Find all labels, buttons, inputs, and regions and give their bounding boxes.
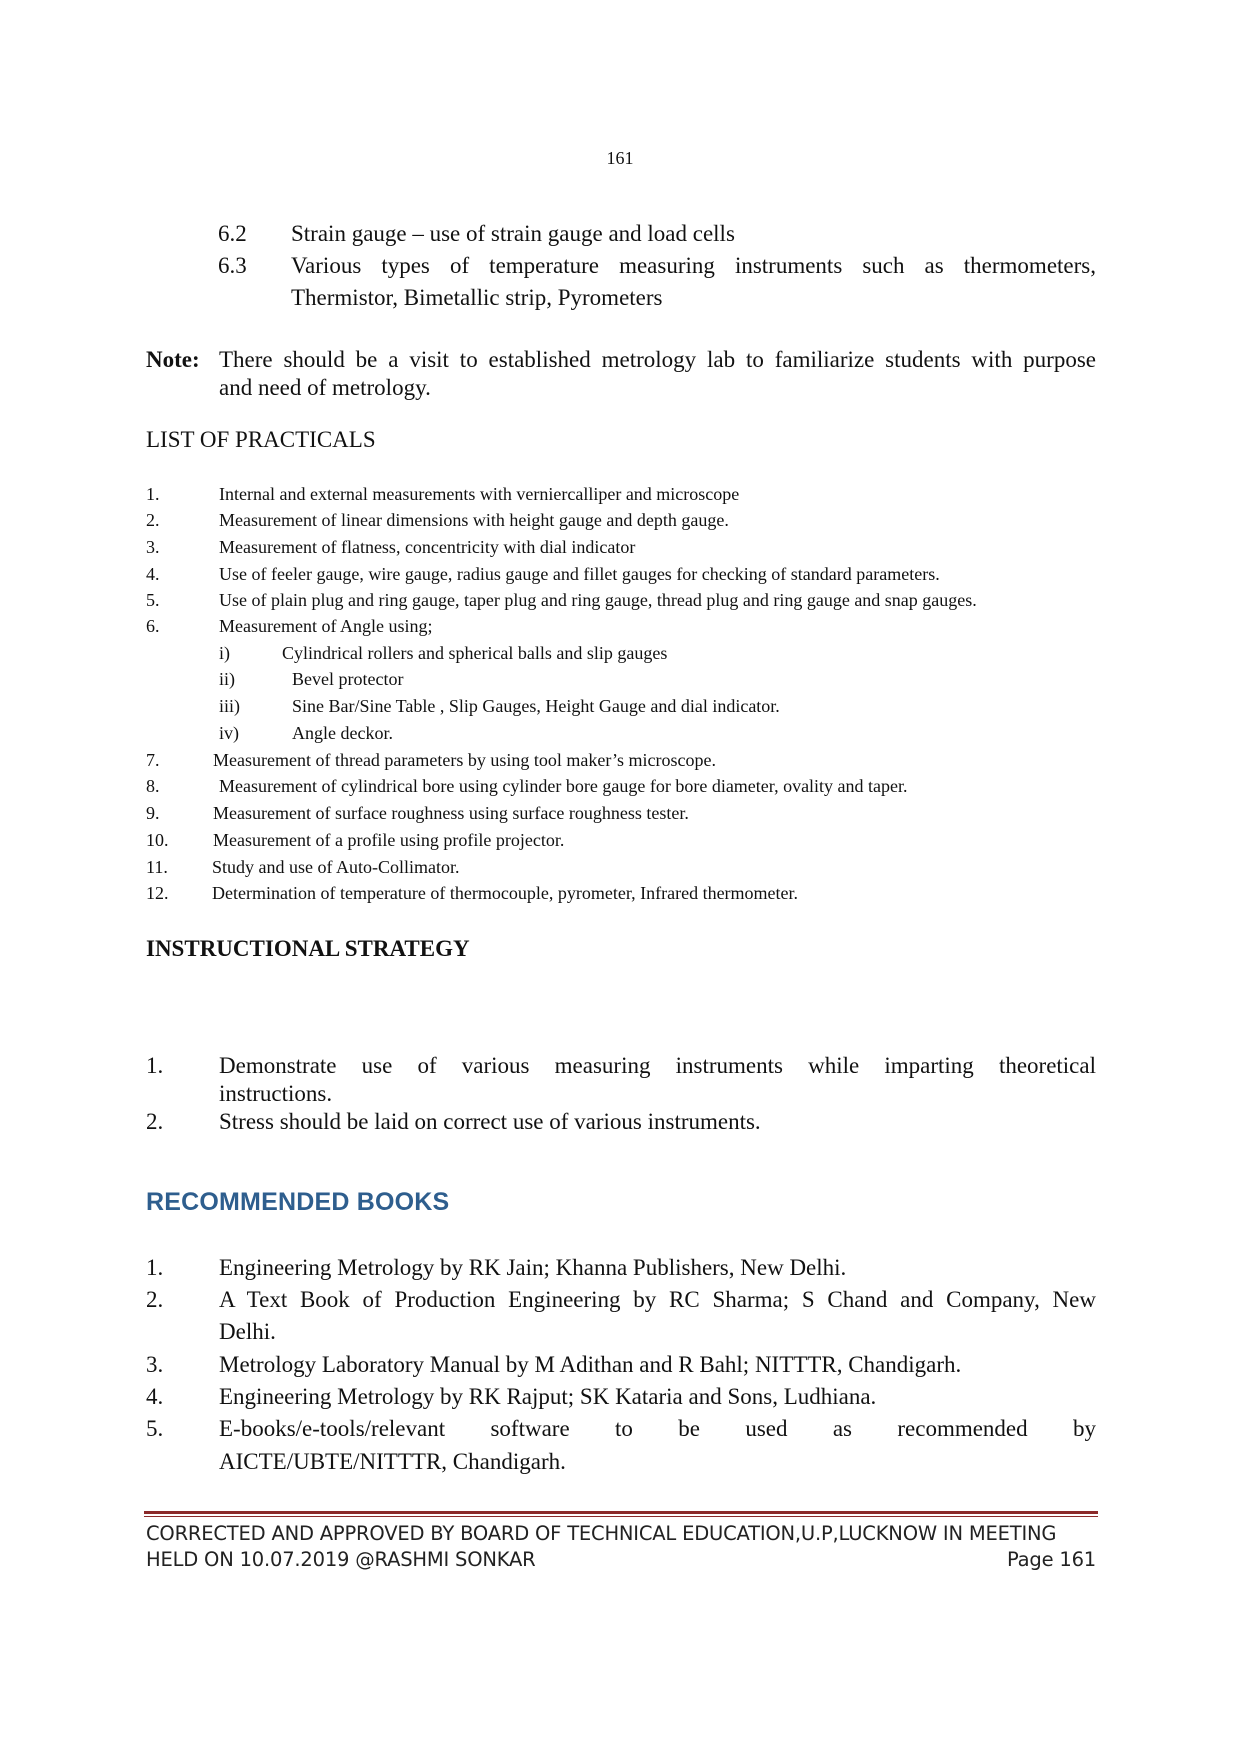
strategy-number: 2.	[146, 1109, 164, 1134]
books-heading: RECOMMENDED BOOKS	[146, 1188, 450, 1216]
book-number: 2.	[146, 1287, 164, 1312]
subitem-text: Sine Bar/Sine Table , Slip Gauges, Height Gauge and dial indicator.	[292, 696, 780, 716]
practical-text: Internal and external measurements with verniercalliper and microscope	[219, 484, 740, 504]
footer-text: CORRECTED AND APPROVED BY BOARD OF TECHNICAL EDUCATION,U.P,LUCKNOW IN MEETING	[146, 1522, 1057, 1545]
footer-page-number: Page 161	[1006, 1548, 1096, 1571]
book-number: 1.	[146, 1255, 164, 1280]
practical-text: Measurement of Angle using;	[219, 616, 433, 636]
practical-number: 8.	[146, 776, 160, 796]
subitem-text: Cylindrical rollers and spherical balls and slip gauges	[282, 643, 668, 663]
book-text: Metrology Laboratory Manual by M Adithan and R Bahl; NITTTR, Chandigarh.	[219, 1352, 962, 1377]
practical-number: 4.	[146, 564, 160, 584]
page-number-top: 161	[606, 148, 634, 168]
strategy-text: Stress should be laid on correct use of various instruments.	[219, 1109, 761, 1134]
book-number: 4.	[146, 1384, 164, 1409]
book-number: 5.	[146, 1416, 164, 1441]
book-text: Delhi.	[219, 1319, 276, 1344]
practical-number: 5.	[146, 590, 160, 610]
subitem-number: iv)	[219, 723, 239, 743]
subitem-number: ii)	[219, 669, 235, 689]
footer-text: HELD ON 10.07.2019 @RASHMI SONKAR	[146, 1548, 536, 1571]
book-number: 3.	[146, 1352, 164, 1377]
practicals-heading: LIST OF PRACTICALS	[146, 427, 376, 452]
practical-text: Measurement of flatness, concentricity with dial indicator	[219, 537, 636, 557]
practical-text: Determination of temperature of thermocouple, pyrometer, Infrared thermometer.	[212, 883, 799, 903]
strategy-text: instructions.	[219, 1081, 333, 1106]
footer-rule-thin	[144, 1516, 1098, 1517]
practical-number: 12.	[146, 883, 169, 903]
practical-number: 3.	[146, 537, 160, 557]
topic-text: Various types of temperature measuring instruments such as thermometers,	[291, 253, 1096, 278]
footer-rule	[144, 1511, 1098, 1514]
topic-number: 6.2	[218, 221, 247, 246]
practical-number: 2.	[146, 510, 160, 530]
book-text: E-books/e-tools/relevant software to be used as recommended by	[219, 1416, 1096, 1441]
practical-text: Use of plain plug and ring gauge, taper plug and ring gauge, thread plug and ring gauge and snap gauges.	[219, 590, 977, 610]
topic-number: 6.3	[218, 253, 247, 278]
practical-text: Measurement of cylindrical bore using cylinder bore gauge for bore diameter, ovality and taper.	[219, 776, 908, 796]
practical-number: 6.	[146, 616, 160, 636]
strategy-text: Demonstrate use of various measuring instruments while imparting theoretical	[219, 1053, 1096, 1078]
subitem-number: i)	[219, 643, 230, 663]
topic-text: Thermistor, Bimetallic strip, Pyrometers	[291, 285, 663, 310]
subitem-number: iii)	[219, 696, 240, 716]
book-text: Engineering Metrology by RK Rajput; SK Kataria and Sons, Ludhiana.	[219, 1384, 877, 1409]
book-text: Engineering Metrology by RK Jain; Khanna Publishers, New Delhi.	[219, 1255, 847, 1280]
strategy-heading: INSTRUCTIONAL STRATEGY	[146, 936, 470, 961]
practical-text: Measurement of linear dimensions with height gauge and depth gauge.	[219, 510, 729, 530]
topic-text: Strain gauge – use of strain gauge and load cells	[291, 221, 735, 246]
strategy-number: 1.	[146, 1053, 164, 1078]
practical-number: 9.	[146, 803, 160, 823]
subitem-text: Bevel protector	[292, 669, 404, 689]
subitem-text: Angle deckor.	[292, 723, 393, 743]
practical-text: Study and use of Auto-Collimator.	[212, 857, 460, 877]
note-text: and need of metrology.	[219, 375, 431, 400]
practical-text: Measurement of a profile using profile projector.	[213, 830, 565, 850]
practical-text: Measurement of thread parameters by using tool maker’s microscope.	[213, 750, 717, 770]
practical-text: Use of feeler gauge, wire gauge, radius gauge and fillet gauges for checking of standard parameters.	[219, 564, 940, 584]
practical-text: Measurement of surface roughness using surface roughness tester.	[213, 803, 689, 823]
note-label: Note:	[146, 347, 200, 372]
practical-number: 10.	[146, 830, 169, 850]
practical-number: 7.	[146, 750, 160, 770]
book-text: A Text Book of Production Engineering by RC Sharma; S Chand and Company, New	[219, 1287, 1096, 1312]
practical-number: 11.	[146, 857, 168, 877]
practical-number: 1.	[146, 484, 160, 504]
note-text: There should be a visit to established metrology lab to familiarize students with purpose	[219, 347, 1096, 372]
book-text: AICTE/UBTE/NITTTR, Chandigarh.	[219, 1449, 566, 1474]
